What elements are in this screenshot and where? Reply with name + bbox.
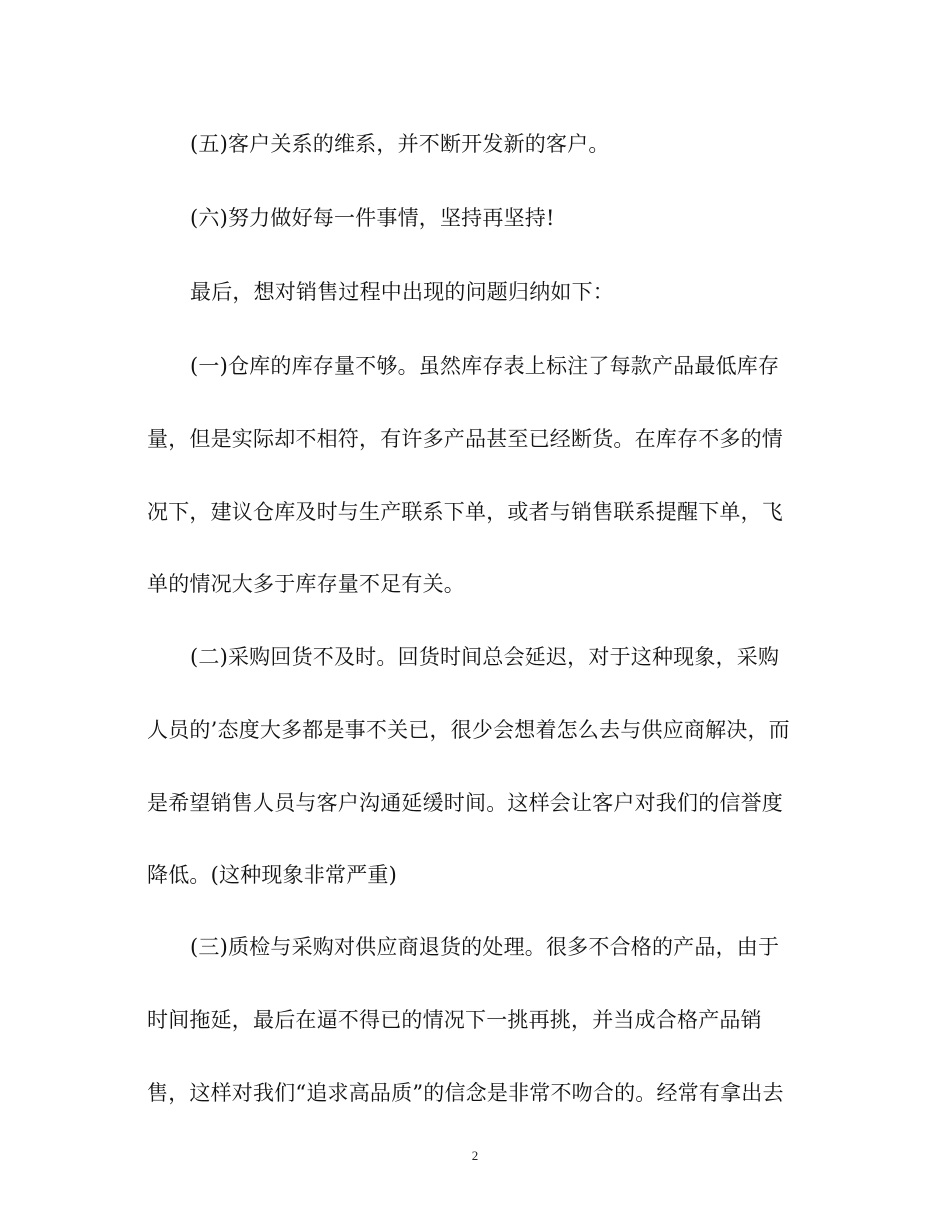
- paragraph-line: 降低。(这种现象非常严重): [147, 863, 397, 887]
- paragraph-line: 单的情况大多于库存量不足有关。: [147, 572, 465, 596]
- paragraph-line: 量，但是实际却不相符，有许多产品甚至已经断货。在库存不多的情: [147, 427, 783, 451]
- page-number: 2: [471, 1148, 479, 1163]
- paragraph-line: (六)努力做好每一件事情，坚持再坚持!: [190, 206, 555, 230]
- paragraph-line: 时间拖延，最后在逼不得已的情况下一挑再挑，并当成合格产品销: [147, 1008, 762, 1032]
- paragraph-line: 人员的’态度大多都是事不关已，很少会想着怎么去与供应商解决，而: [147, 718, 790, 742]
- paragraph-line: (三)质检与采购对供应商退货的处理。很多不合格的产品，由于: [190, 935, 780, 959]
- paragraph-line: (二)采购回货不及时。回货时间总会延迟，对于这种现象，采购: [190, 645, 780, 669]
- paragraph-line: 最后，想对销售过程中出现的问题归纳如下：: [190, 280, 614, 304]
- paragraph-line: 售，这样对我们“追求高品质”的信念是非常不吻合的。经常有拿出去: [147, 1081, 784, 1105]
- paragraph-line: 是希望销售人员与客户沟通延缓时间。这样会让客户对我们的信誉度: [147, 791, 783, 815]
- paragraph-line: (五)客户关系的维系，并不断开发新的客户。: [190, 132, 610, 156]
- paragraph-line: (一)仓库的库存量不够。虽然库存表上标注了每款产品最低库存: [190, 354, 780, 378]
- paragraph-line: 况下，建议仓库及时与生产联系下单，或者与销售联系提醒下单，飞: [147, 500, 783, 524]
